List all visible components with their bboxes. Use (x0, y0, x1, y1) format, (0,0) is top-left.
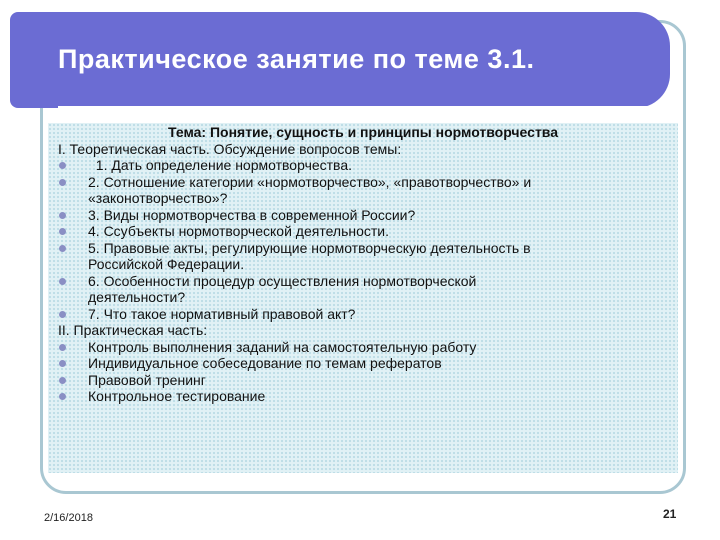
bullet-icon (59, 377, 66, 384)
practical-item (58, 388, 668, 405)
question-item (58, 207, 668, 224)
bullet-icon (59, 245, 66, 252)
bullet-icon (59, 179, 66, 186)
title-underline (58, 106, 648, 108)
question-text: «законотворчество»? (88, 190, 228, 206)
practical-text: Контроль выполнения заданий на самостоятельную работу (88, 338, 477, 355)
practical-text: Правовой тренинг (88, 371, 206, 388)
bullet-icon (59, 162, 66, 169)
question-text: 6. Особенности процедур осуществления нормотворческой (88, 272, 477, 289)
practical-list (58, 339, 668, 405)
question-item (58, 306, 668, 323)
slide-title: Практическое занятие по теме 3.1. (58, 44, 535, 74)
question-item (58, 273, 668, 306)
question-text: 2. Сотношение категории «нормотворчество», «правотворчество» и (88, 173, 532, 190)
question-text: 5. Правовые акты, регулирующие нормотворческую деятельность в (88, 239, 531, 256)
bullet-icon (59, 344, 66, 351)
question-text: 7. Что такое нормативный правовой акт? (88, 305, 356, 322)
bullet-icon (59, 311, 66, 318)
content-box (48, 123, 678, 473)
section-heading-practice: II. Практическая часть: (58, 322, 208, 338)
page-number: 21 (663, 507, 677, 521)
practical-item (58, 339, 668, 356)
bullet-icon (59, 278, 66, 285)
question-text: 1. Дать определение нормотворчества. (88, 157, 353, 173)
practical-text: Индивидуальное собеседование по темам рефератов (88, 355, 442, 371)
section-heading-theory: I. Теоретическая часть. Обсуждение вопросов темы: (58, 140, 402, 157)
bullet-icon (59, 212, 66, 219)
question-text: деятельности? (88, 289, 186, 305)
title-bar (10, 12, 670, 108)
question-item (58, 240, 668, 273)
question-text: 3. Виды нормотворчества в современной России? (88, 206, 416, 223)
question-item (58, 157, 668, 174)
questions-list (58, 157, 668, 322)
bullet-icon (59, 360, 66, 367)
footer-date: 2/16/2018 (44, 512, 93, 524)
bullet-icon (59, 228, 66, 235)
question-item (58, 174, 668, 207)
question-text: Российской Федерации. (88, 256, 245, 272)
practical-item (58, 372, 668, 389)
topic-heading: Тема: Понятие, сущность и принципы нормотворчества (167, 124, 559, 140)
question-item (58, 223, 668, 240)
bullet-icon (59, 393, 66, 400)
question-text: 4. Ссубъекты нормотворческой деятельности. (88, 223, 390, 239)
practical-text: Контрольное тестирование (88, 388, 266, 404)
practical-item (58, 355, 668, 372)
